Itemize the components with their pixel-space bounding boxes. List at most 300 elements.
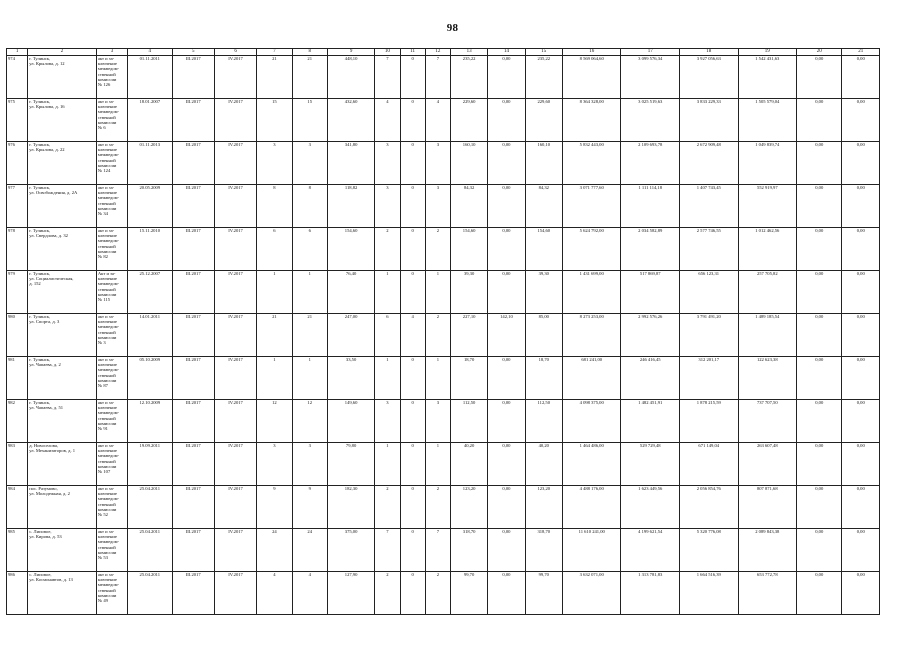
value-cell-c18: 3 927 056,63 (680, 56, 739, 99)
value-cell-c21: 0,00 (842, 529, 880, 572)
row-number-cell: 974 (7, 56, 28, 99)
column-number-header: 5 (172, 49, 214, 56)
value-cell-c13: 84,32 (450, 185, 487, 228)
document-line: ственной (97, 544, 116, 550)
value-cell-c19: 2 089 843,38 (738, 529, 797, 572)
value-cell-c10: 3 (375, 185, 400, 228)
value-cell-date: 01.11.2013 (128, 142, 172, 185)
value-cell-c17: 529 729,48 (621, 443, 680, 486)
value-cell-c14: 142,10 (488, 314, 525, 357)
document-line: ственной (97, 286, 116, 292)
value-cell-c8: 1 (292, 271, 327, 314)
document-line: комиссии (97, 162, 117, 168)
value-cell-c8: 8 (292, 185, 327, 228)
value-cell-c9: 149,60 (327, 400, 374, 443)
value-cell-c8: 6 (292, 228, 327, 271)
document-cell (96, 400, 127, 443)
document-line: ственной (97, 71, 116, 77)
value-cell-c13: 229,60 (450, 99, 487, 142)
address-line: г. Тулинск, (29, 314, 51, 319)
value-cell-c10: 7 (375, 56, 400, 99)
value-cell-q2: IV.2017 (214, 314, 256, 357)
column-number-header: 1 (7, 49, 28, 56)
value-cell-c19: 737 707,50 (738, 400, 797, 443)
value-cell-c8: 1 (292, 357, 327, 400)
value-cell-c7: 21 (257, 56, 292, 99)
value-cell-c17: 1 623 449,56 (621, 486, 680, 529)
value-cell-c16: 1 431 699,00 (562, 271, 621, 314)
row-number-cell: 980 (7, 314, 28, 357)
value-cell-c18: 312 201,17 (680, 357, 739, 400)
value-cell-c19: 1 012 462,56 (738, 228, 797, 271)
value-cell-q1: III.2017 (172, 56, 214, 99)
document-line: акт и за- (97, 185, 115, 190)
address-cell (28, 443, 97, 486)
value-cell-c13: 318,70 (450, 529, 487, 572)
value-cell-c18: 2 056 854,76 (680, 486, 739, 529)
address-cell (28, 271, 97, 314)
value-cell-q1: III.2017 (172, 443, 214, 486)
value-cell-c20: 0,00 (797, 529, 842, 572)
value-cell-c14: 0,00 (488, 56, 525, 99)
value-cell-c14: 0,00 (488, 142, 525, 185)
value-cell-c17: 3 099 576,34 (621, 56, 680, 99)
address-line: ул. Кирова, д. 53 (29, 534, 62, 540)
value-cell-q1: III.2017 (172, 529, 214, 572)
value-cell-c8: 12 (292, 400, 327, 443)
address-line: ул. Молодежная, д. 2 (29, 491, 70, 497)
document-line: ключение (97, 448, 117, 454)
value-cell-c17: 2 992 576,26 (621, 314, 680, 357)
value-cell-c12: 2 (425, 314, 450, 357)
document-line: межведом- (97, 152, 120, 158)
value-cell-c10: 7 (375, 529, 400, 572)
value-cell-c9: 127,90 (327, 572, 374, 615)
value-cell-c19: 257 705,82 (738, 271, 797, 314)
value-cell-c12: 7 (425, 529, 450, 572)
value-cell-c7: 1 (257, 357, 292, 400)
column-number-header: 9 (327, 49, 374, 56)
value-cell-c9: 76,40 (327, 271, 374, 314)
column-number-header: 19 (738, 49, 797, 56)
document-line: № 53 (97, 555, 108, 561)
value-cell-q1: III.2017 (172, 228, 214, 271)
column-number-header: 21 (842, 49, 880, 56)
value-cell-q2: IV.2017 (214, 228, 256, 271)
document-line: межведом- (97, 367, 120, 373)
value-cell-c17: 1 482 451,91 (621, 400, 680, 443)
document-cell (96, 486, 127, 529)
document-cell (96, 443, 127, 486)
value-cell-c11: 0 (400, 357, 425, 400)
document-line: ключение (97, 147, 117, 153)
address-line: г. Тулинск, (29, 228, 51, 233)
document-line: акт и за- (97, 142, 115, 147)
value-cell-q1: III.2017 (172, 185, 214, 228)
document-line: межведом- (97, 582, 120, 588)
document-line: № 124 (97, 168, 111, 174)
table-row (7, 314, 880, 357)
value-cell-c13: 112,50 (450, 400, 487, 443)
value-cell-c9: 341,80 (327, 142, 374, 185)
value-cell-c7: 24 (257, 529, 292, 572)
address-line: ул. Спорта, д. 3 (29, 319, 60, 325)
document-line: акт и за- (97, 56, 115, 61)
document-line: комиссии (97, 205, 117, 211)
column-number-header: 13 (450, 49, 487, 56)
value-cell-c15: 123,20 (525, 486, 562, 529)
address-line: с. Липовое, (29, 529, 52, 534)
value-cell-q1: III.2017 (172, 572, 214, 615)
value-cell-c12: 1 (425, 443, 450, 486)
value-cell-c18: 5 320 776,08 (680, 529, 739, 572)
value-cell-q2: IV.2017 (214, 572, 256, 615)
value-cell-c9: 375,00 (327, 529, 374, 572)
value-cell-c13: 160,10 (450, 142, 487, 185)
table-row (7, 572, 880, 615)
housing-register-table (6, 48, 880, 615)
document-line: ственной (97, 587, 116, 593)
value-cell-c21: 0,00 (842, 443, 880, 486)
value-cell-c20: 0,00 (797, 357, 842, 400)
value-cell-c11: 0 (400, 228, 425, 271)
document-line: ственной (97, 157, 116, 163)
document-line: межведом- (97, 238, 120, 244)
value-cell-c11: 0 (400, 443, 425, 486)
document-line: № 91 (97, 426, 108, 432)
column-number-header: 17 (621, 49, 680, 56)
document-line: межведом- (97, 66, 120, 72)
value-cell-q2: IV.2017 (214, 357, 256, 400)
document-line: ключение (97, 319, 117, 325)
value-cell-date: 25.12.2007 (128, 271, 172, 314)
address-line: пос. Разумово, (29, 486, 58, 491)
address-line: д. 152 (29, 281, 41, 287)
document-line: акт и за- (97, 486, 115, 491)
value-cell-c16: 681 241,00 (562, 357, 621, 400)
document-line: межведом- (97, 195, 120, 201)
address-cell (28, 56, 97, 99)
value-cell-c17: 2 034 582,89 (621, 228, 680, 271)
address-line: ул. Чапаева, д. 51 (29, 405, 64, 411)
value-cell-c16: 8 364 328,00 (562, 99, 621, 142)
value-cell-date: 15.11.2010 (128, 228, 172, 271)
value-cell-c18: 2 577 746,55 (680, 228, 739, 271)
value-cell-c15: 318,70 (525, 529, 562, 572)
document-line: акт и за- (97, 228, 115, 233)
address-cell (28, 228, 97, 271)
document-line: комиссии (97, 119, 117, 125)
value-cell-c11: 0 (400, 185, 425, 228)
document-line: № 3 (97, 340, 106, 346)
address-line: ул. Крылова, д. 22 (29, 147, 65, 153)
value-cell-c17: 4 199 621,54 (621, 529, 680, 572)
document-line: № 82 (97, 254, 108, 260)
value-cell-c19: 1 542 431,63 (738, 56, 797, 99)
document-line: акт и за- (97, 572, 115, 577)
address-cell (28, 529, 97, 572)
value-cell-c8: 3 (292, 142, 327, 185)
document-line: ственной (97, 458, 116, 464)
value-cell-c18: 656 123,31 (680, 271, 739, 314)
value-cell-c11: 4 (400, 314, 425, 357)
document-cell (96, 357, 127, 400)
document-line: ственной (97, 415, 116, 421)
document-line: № 34 (97, 211, 108, 217)
value-cell-date: 25.04.2011 (128, 486, 172, 529)
value-cell-c20: 0,00 (797, 314, 842, 357)
value-cell-c14: 0,00 (488, 185, 525, 228)
address-line: г. Тулинск, (29, 357, 51, 362)
register-sheet (0, 48, 905, 648)
value-cell-c15: 18,70 (525, 357, 562, 400)
value-cell-c7: 6 (257, 228, 292, 271)
value-cell-c9: 118,82 (327, 185, 374, 228)
document-cell (96, 314, 127, 357)
table-row (7, 400, 880, 443)
value-cell-c9: 182,30 (327, 486, 374, 529)
value-cell-c19: 552 919,97 (738, 185, 797, 228)
value-cell-c9: 448,10 (327, 56, 374, 99)
value-cell-q2: IV.2017 (214, 185, 256, 228)
document-line: ключение (97, 577, 117, 583)
table-row (7, 357, 880, 400)
value-cell-date: 19.09.2011 (128, 443, 172, 486)
row-number-cell: 984 (7, 486, 28, 529)
value-cell-c21: 0,00 (842, 271, 880, 314)
document-line: комиссии (97, 592, 117, 598)
table-row (7, 56, 880, 99)
table-row (7, 443, 880, 486)
address-cell (28, 99, 97, 142)
value-cell-c12: 1 (425, 357, 450, 400)
value-cell-c9: 79,80 (327, 443, 374, 486)
value-cell-c21: 0,00 (842, 56, 880, 99)
value-cell-c8: 3 (292, 443, 327, 486)
value-cell-c14: 0,00 (488, 572, 525, 615)
table-row (7, 486, 880, 529)
address-line: ул. Крылова, д. 16 (29, 104, 65, 110)
document-line: ключение (97, 190, 117, 196)
table-row (7, 228, 880, 271)
column-number-header: 10 (375, 49, 400, 56)
document-line: ключение (97, 276, 117, 282)
value-cell-c16: 3 071 777,60 (562, 185, 621, 228)
value-cell-c19: 1 049 839,74 (738, 142, 797, 185)
value-cell-c11: 0 (400, 486, 425, 529)
address-line: г. Тулинск, (29, 56, 51, 61)
value-cell-c20: 0,00 (797, 486, 842, 529)
row-number-cell: 975 (7, 99, 28, 142)
value-cell-c8: 21 (292, 314, 327, 357)
value-cell-c13: 235,22 (450, 56, 487, 99)
value-cell-q1: III.2017 (172, 142, 214, 185)
value-cell-c18: 1 878 215,59 (680, 400, 739, 443)
column-number-header: 14 (488, 49, 525, 56)
value-cell-c21: 0,00 (842, 314, 880, 357)
value-cell-c11: 0 (400, 142, 425, 185)
column-number-header: 15 (525, 49, 562, 56)
value-cell-c15: 99,70 (525, 572, 562, 615)
document-line: ственной (97, 501, 116, 507)
document-line: межведом- (97, 281, 120, 287)
address-line: ул. Чапаева, д. 2 (29, 362, 61, 368)
value-cell-c10: 2 (375, 486, 400, 529)
address-line: г. Тулинск, (29, 400, 51, 405)
address-line: г. Тулинск, (29, 271, 51, 276)
value-cell-c19: 263 607,48 (738, 443, 797, 486)
row-number-cell: 978 (7, 228, 28, 271)
document-line: № 52 (97, 512, 108, 518)
value-cell-c21: 0,00 (842, 572, 880, 615)
value-cell-c11: 0 (400, 271, 425, 314)
address-line: ул. Освобождения, д. 2А (29, 190, 78, 196)
value-cell-c13: 99,70 (450, 572, 487, 615)
address-cell (28, 357, 97, 400)
value-cell-c8: 24 (292, 529, 327, 572)
value-cell-c13: 39,30 (450, 271, 487, 314)
document-line: комиссии (97, 506, 117, 512)
document-cell (96, 142, 127, 185)
value-cell-c13: 18,70 (450, 357, 487, 400)
document-cell (96, 99, 127, 142)
address-line: д. Новоселова, (29, 443, 59, 448)
value-cell-q2: IV.2017 (214, 400, 256, 443)
value-cell-c8: 15 (292, 99, 327, 142)
document-line: № 115 (97, 297, 111, 303)
document-line: акт и за- (97, 400, 115, 405)
address-line: ул. Космонавтов, д. 13 (29, 577, 73, 583)
value-cell-c14: 0,00 (488, 99, 525, 142)
value-cell-c10: 2 (375, 572, 400, 615)
address-cell (28, 486, 97, 529)
value-cell-c21: 0,00 (842, 142, 880, 185)
column-number-row (7, 49, 880, 56)
value-cell-q1: III.2017 (172, 314, 214, 357)
document-line: № 107 (97, 469, 111, 475)
value-cell-c12: 3 (425, 142, 450, 185)
value-cell-c8: 4 (292, 572, 327, 615)
value-cell-c13: 227,10 (450, 314, 487, 357)
value-cell-c8: 9 (292, 486, 327, 529)
table-row (7, 142, 880, 185)
value-cell-c15: 154,60 (525, 228, 562, 271)
value-cell-c9: 33,50 (327, 357, 374, 400)
value-cell-c11: 0 (400, 56, 425, 99)
value-cell-date: 14.01.2011 (128, 314, 172, 357)
value-cell-c7: 3 (257, 142, 292, 185)
row-number-cell: 982 (7, 400, 28, 443)
value-cell-c18: 2 672 909,48 (680, 142, 739, 185)
row-number-cell: 981 (7, 357, 28, 400)
value-cell-c19: 807 871,68 (738, 486, 797, 529)
value-cell-c11: 0 (400, 400, 425, 443)
document-cell (96, 529, 127, 572)
value-cell-c19: 122 623,38 (738, 357, 797, 400)
column-number-header: 11 (400, 49, 425, 56)
value-cell-c16: 11 610 241,00 (562, 529, 621, 572)
value-cell-c9: 154,60 (327, 228, 374, 271)
value-cell-c20: 0,00 (797, 572, 842, 615)
document-cell (96, 572, 127, 615)
document-line: комиссии (97, 377, 117, 383)
value-cell-c15: 40,20 (525, 443, 562, 486)
value-cell-c15: 39,30 (525, 271, 562, 314)
document-line: ственной (97, 372, 116, 378)
value-cell-c7: 4 (257, 572, 292, 615)
document-line: акт и за- (97, 314, 115, 319)
value-cell-c11: 0 (400, 572, 425, 615)
value-cell-c7: 3 (257, 443, 292, 486)
value-cell-c20: 0,00 (797, 142, 842, 185)
value-cell-c14: 0,00 (488, 271, 525, 314)
address-line: г. Тулинск, (29, 99, 51, 104)
document-line: комиссии (97, 420, 117, 426)
value-cell-c12: 3 (425, 400, 450, 443)
value-cell-c14: 0,00 (488, 400, 525, 443)
value-cell-c10: 4 (375, 99, 400, 142)
document-line: № 6 (97, 125, 106, 131)
value-cell-c21: 0,00 (842, 99, 880, 142)
address-line: ул. Свердлова, д. 32 (29, 233, 68, 239)
address-line: с. Липовое, (29, 572, 52, 577)
value-cell-c9: 247,00 (327, 314, 374, 357)
value-cell-date: 18.01.2007 (128, 99, 172, 142)
address-cell (28, 185, 97, 228)
document-line: комиссии (97, 76, 117, 82)
value-cell-c15: 85,00 (525, 314, 562, 357)
document-line: комиссии (97, 334, 117, 340)
document-line: ственной (97, 243, 116, 249)
document-line: ключение (97, 61, 117, 67)
value-cell-c12: 4 (425, 99, 450, 142)
value-cell-c17: 3 025 519,63 (621, 99, 680, 142)
value-cell-q2: IV.2017 (214, 529, 256, 572)
value-cell-c21: 0,00 (842, 228, 880, 271)
document-line: комиссии (97, 463, 117, 469)
value-cell-c11: 0 (400, 529, 425, 572)
table-row (7, 529, 880, 572)
value-cell-c20: 0,00 (797, 185, 842, 228)
table-row (7, 271, 880, 314)
value-cell-c12: 1 (425, 271, 450, 314)
value-cell-c20: 0,00 (797, 443, 842, 486)
value-cell-q2: IV.2017 (214, 486, 256, 529)
value-cell-c20: 0,00 (797, 56, 842, 99)
value-cell-c12: 7 (425, 56, 450, 99)
column-number-header: 6 (214, 49, 256, 56)
column-number-header: 4 (128, 49, 172, 56)
value-cell-q1: III.2017 (172, 271, 214, 314)
value-cell-c14: 0,00 (488, 486, 525, 529)
column-number-header: 12 (425, 49, 450, 56)
value-cell-c12: 2 (425, 228, 450, 271)
value-cell-c18: 1 664 516,39 (680, 572, 739, 615)
address-line: ул. Крылова, д. 12 (29, 61, 65, 67)
value-cell-c16: 8 273 253,00 (562, 314, 621, 357)
document-cell (96, 228, 127, 271)
value-cell-c10: 3 (375, 142, 400, 185)
column-number-header: 18 (680, 49, 739, 56)
value-cell-q1: III.2017 (172, 357, 214, 400)
value-cell-c9: 432,60 (327, 99, 374, 142)
value-cell-c14: 0,00 (488, 529, 525, 572)
value-cell-c15: 229,60 (525, 99, 562, 142)
document-line: межведом- (97, 109, 120, 115)
column-number-header: 8 (292, 49, 327, 56)
document-line: Акт и за- (97, 271, 116, 276)
value-cell-date: 20.05.2009 (128, 185, 172, 228)
